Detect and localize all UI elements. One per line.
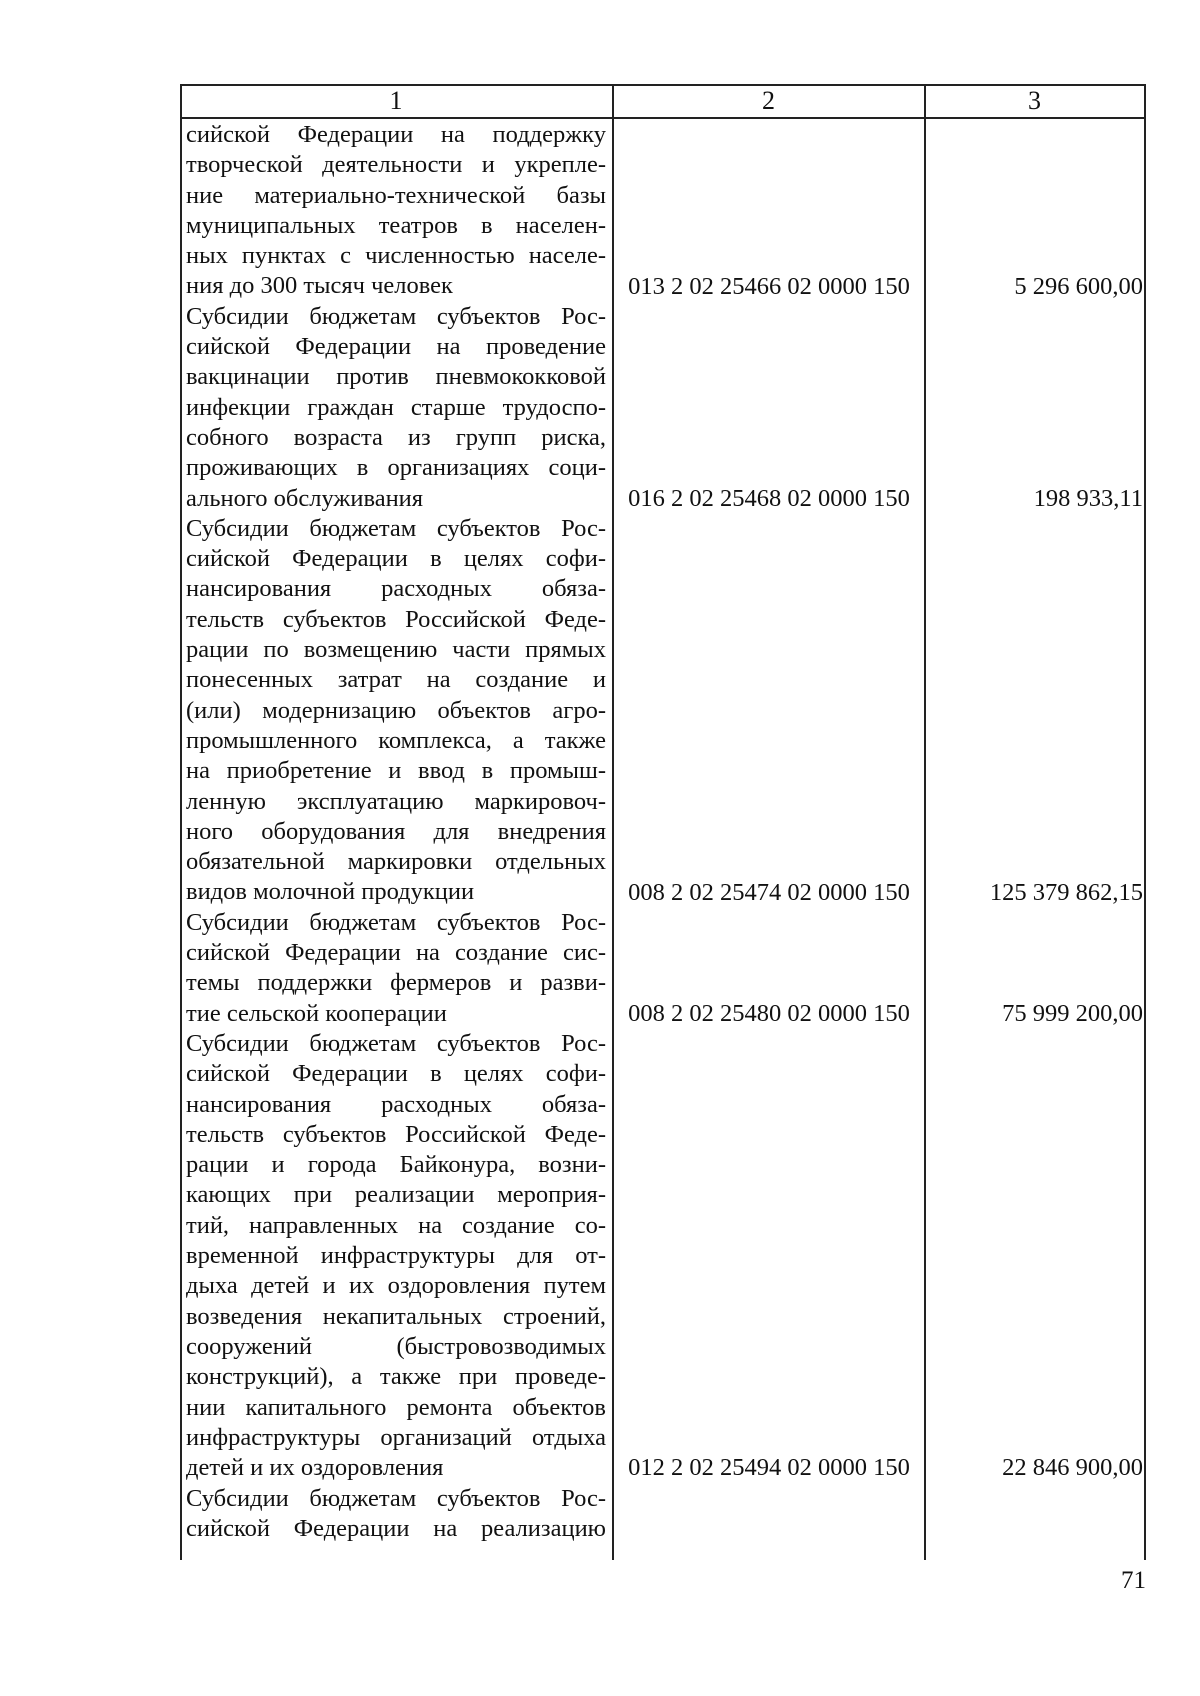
amount-value: 75 999 200,00 [1002, 999, 1143, 1027]
description-line: понесенных затрат на создание и [186, 666, 606, 694]
description-line: собного возраста из групп риска, [186, 423, 606, 451]
description-line: тий, направленных на создание со- [186, 1211, 606, 1239]
row-description [186, 1029, 606, 1483]
row-description [186, 514, 606, 908]
header-col-3: 3 [1028, 86, 1041, 115]
row-description [186, 1484, 606, 1545]
description-line: муниципальных театров в населен- [186, 211, 606, 239]
description-line: нансирования расходных обяза- [186, 575, 606, 603]
description-line: инфраструктуры организаций отдыха [186, 1423, 606, 1451]
description-line: Субсидии бюджетам субъектов Рос- [186, 1484, 606, 1512]
description-line: сийской Федерации на поддержку [186, 121, 606, 148]
description-line: сооружений (быстровозводимых [186, 1332, 606, 1360]
description-line: обязательной маркировки отдельных [186, 848, 606, 876]
amount-value: 198 933,11 [1033, 484, 1143, 512]
description-line: промышленного комплекса, а также [186, 726, 606, 754]
description-line: сийской Федерации на проведение [186, 333, 606, 361]
description-line: кающих при реализации мероприя- [186, 1181, 606, 1209]
description-line: проживающих в организациях соци- [186, 454, 606, 482]
description-line: рации и города Байконура, возни- [186, 1151, 606, 1179]
description-line: ного оборудования для внедрения [186, 817, 606, 845]
header-col-2: 2 [762, 86, 775, 115]
column-border-right [1144, 84, 1146, 1560]
amount-value: 125 379 862,15 [989, 878, 1143, 906]
description-line: Субсидии бюджетам субъектов Рос- [186, 302, 606, 330]
row-description [186, 908, 606, 1029]
description-line: ние материально-технической базы [186, 181, 606, 209]
page-number: 71 [1121, 1567, 1146, 1594]
description-line: нансирования расходных обяза- [186, 1090, 606, 1118]
column-border-left [180, 84, 182, 1560]
description-line: на приобретение и ввод в промыш- [186, 757, 606, 785]
description-line: темы поддержки фермеров и разви- [186, 969, 606, 997]
description-line: рации по возмещению части прямых [186, 636, 606, 664]
description-line: ния до 300 тысяч человек [186, 272, 453, 300]
description-line: ленную эксплуатацию маркировоч- [186, 787, 606, 815]
description-line: инфекции граждан старше трудоспо- [186, 393, 606, 421]
column-border-1-2 [612, 84, 614, 1560]
description-line: сийской Федерации в целях софи- [186, 1060, 606, 1088]
description-line: Субсидии бюджетам субъектов Рос- [186, 514, 606, 542]
description-line: Субсидии бюджетам субъектов Рос- [186, 908, 606, 936]
header-col-1: 1 [389, 86, 403, 115]
amount-value: 22 846 900,00 [1002, 1454, 1143, 1482]
description-line: тельств субъектов Российской Феде- [186, 1120, 606, 1148]
description-line: видов молочной продукции [186, 878, 475, 906]
description-line: конструкций), а также при проведе- [186, 1363, 606, 1391]
budget-code: 008 2 02 25480 02 0000 150 [628, 999, 910, 1027]
description-line: творческой деятельности и укрепле- [186, 151, 606, 179]
row-description [186, 120, 606, 302]
description-line: сийской Федерации на реализацию [186, 1514, 606, 1542]
row-description [186, 302, 606, 514]
description-line: Субсидии бюджетам субъектов Рос- [186, 1030, 606, 1057]
description-line: временной инфраструктуры для от- [186, 1242, 606, 1270]
description-line: тельств субъектов Российской Феде- [186, 605, 606, 633]
budget-code: 016 2 02 25468 02 0000 150 [628, 484, 910, 512]
description-line: детей и их оздоровления [186, 1454, 444, 1482]
description-line: ных пунктах с численностью населе- [186, 242, 606, 270]
header-bottom-border [180, 117, 1146, 119]
description-line: сийской Федерации на создание сис- [186, 939, 606, 967]
budget-code: 012 2 02 25494 02 0000 150 [628, 1454, 910, 1482]
description-line: дыха детей и их оздоровления путем [186, 1272, 606, 1300]
description-line: ального обслуживания [186, 484, 424, 512]
budget-table [180, 84, 1146, 1560]
description-line: сийской Федерации в целях софи- [186, 545, 606, 573]
description-line: (или) модернизацию объектов агро- [186, 696, 606, 724]
description-line: возведения некапитальных строений, [186, 1302, 606, 1330]
budget-code: 008 2 02 25474 02 0000 150 [628, 878, 910, 906]
description-line: нии капитального ремонта объектов [186, 1393, 606, 1421]
budget-code: 013 2 02 25466 02 0000 150 [628, 272, 910, 300]
description-line: тие сельской кооперации [186, 999, 447, 1027]
description-line: вакцинации против пневмококковой [186, 363, 606, 391]
column-border-2-3 [924, 84, 926, 1560]
amount-value: 5 296 600,00 [1014, 272, 1143, 300]
